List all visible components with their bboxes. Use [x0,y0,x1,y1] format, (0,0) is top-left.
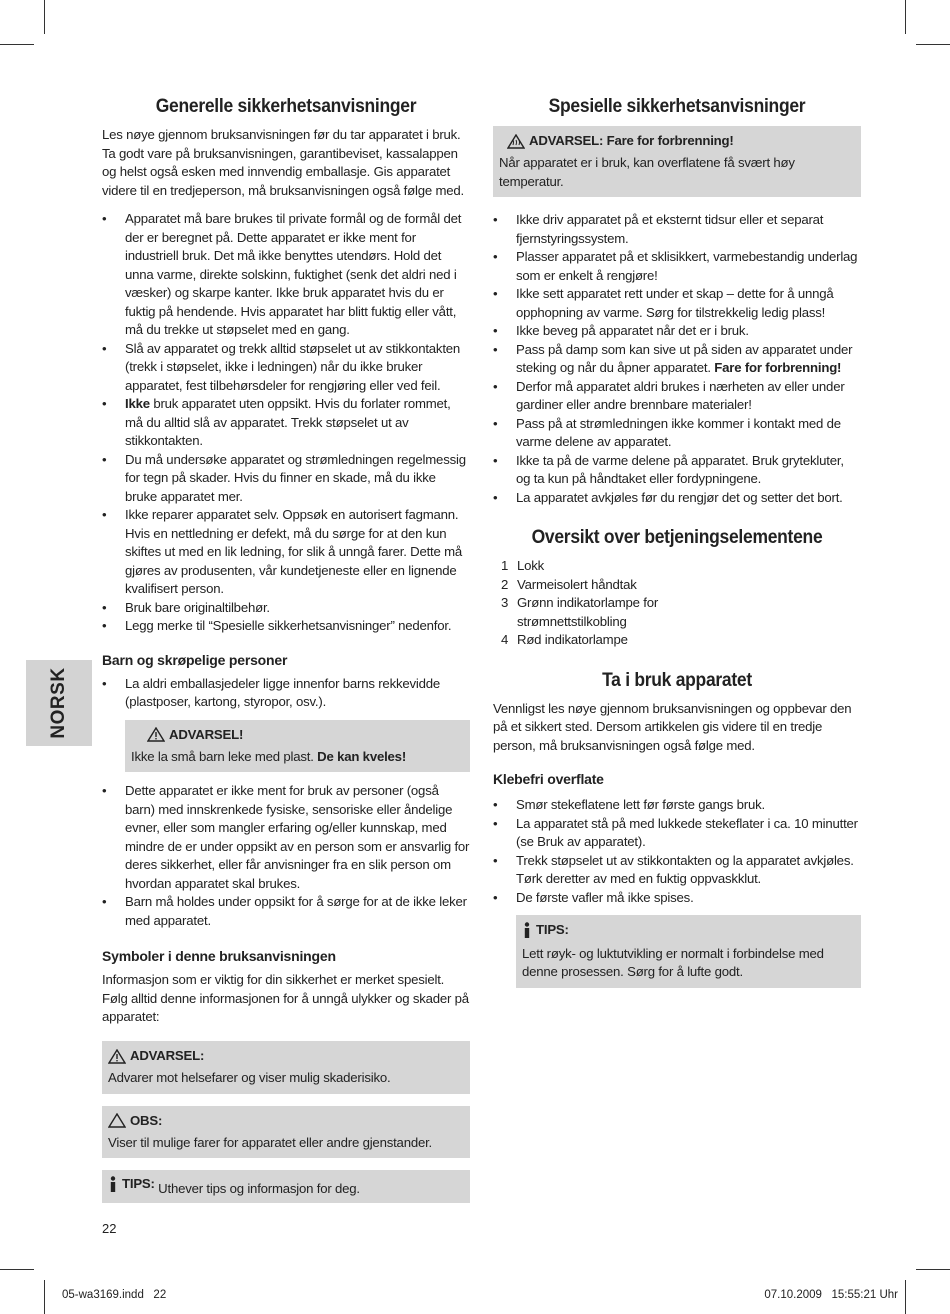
list-item: • Bruk bare originaltilbehør. [102,599,470,618]
list-item: • La aldri emballasjedeler ligge innenfor barns rekkevidde (plastposer, kartong, styropor, osv.). [102,675,470,712]
overview-list [501,557,861,650]
children-list-2 [102,782,470,930]
list-item: • Smør stekeflatene lett før første gangs bruk. [493,796,861,815]
special-safety-title: Spesielle sikkerhetsanvisninger [548,96,806,117]
symbol-warning-title-text: ADVARSEL: [130,1047,205,1063]
list-item: • Dette apparatet er ikke ment for bruk av personer (også barn) med innskrenkede fysiske, sensoriske eller åndelige evner, eller som mangler erfaring og/eller kunnskap, med mindre de er under oppsikt av en person som er ansvarlig for deres sikkerhet, eller får anvisninger fra en slik person om hvordan apparatet skal brukes. [102,782,470,893]
list-item: • Pass på at strømledningen ikke kommer i kontakt med de varme delene av apparatet. [493,415,861,452]
info-icon [522,922,532,939]
list-item [493,341,861,378]
symbol-warning-title [108,1047,204,1066]
emphasis: Ikke [125,396,150,411]
crop-mark [905,1280,906,1314]
crop-mark [0,44,34,45]
overview-item-text: Lokk [517,558,545,574]
overview-item [501,631,861,650]
symbols-heading: Symboler i denne bruksanvisningen [102,948,336,965]
symbol-tips-text: Uthever tips og informasjon for deg. [154,1181,360,1196]
list-item-text: Pass på damp som kan sive ut på siden av apparatet under steking og når du åpner apparatet. [516,341,853,376]
hot-surface-warning-icon [507,134,525,149]
crop-mark [916,44,950,45]
emphasis: Fare for forbrenning! [714,360,842,376]
overview-item-number: 2 [501,576,509,592]
footer-file-info: 05-wa3169.indd 22 [62,1289,167,1301]
warning-title-text: ADVARSEL! [169,726,244,742]
tips-box [516,915,861,987]
warning-text-bold: De kan kveles! [317,748,407,764]
nonstick-list [493,796,861,907]
list-item: • Ikke driv apparatet på et eksternt tidsur eller et separat fjernstyringssystem. [493,211,861,248]
list-item: • Trekk støpselet ut av stikkontakten og la apparatet avkjøles. Tørk deretter av med en fuktig oppvaskklut. [493,852,861,889]
crop-mark [0,1269,34,1270]
symbol-tips-box [102,1170,470,1202]
crop-mark [44,0,45,34]
nonstick-heading: Klebefri overflate [493,771,604,788]
symbol-obs-box [102,1106,470,1159]
left-column [102,96,470,1213]
list-item-text: bruk apparatet uten oppsikt. Hvis du forlater rommet, må du alltid slå av apparatet. Trekk støpselet ut av stikkontakten. [125,396,451,448]
list-item: • La apparatet avkjøles før du rengjør det og setter det bort. [493,489,861,508]
overview-item-number: 4 [501,632,509,648]
right-column [493,96,861,998]
list-item: • Slå av apparatet og trekk alltid støpselet ut av stikkontakten (trekk i støpselet, ikke i ledningen) når du ikke bruker apparatet, fest tilbehørsdeler for rengjøring eller ved feil. [102,340,470,396]
list-item: • De første vafler må ikke spises. [493,889,861,908]
burn-warning-text: Når apparatet er i bruk, kan overflatene få svært høy temperatur. [499,155,795,189]
warning-text [131,748,463,767]
warning-triangle-icon [147,727,165,742]
warning-triangle-icon [108,1049,126,1064]
children-warning-box [125,720,470,773]
language-tab [26,660,92,746]
overview-title: Oversikt over betjeningselementene [531,527,823,549]
list-item: • Apparatet må bare brukes til private formål og de formål det der er beregnet på. Dette apparatet er ikke ment for industriell bruk. Det må ikke benyttes utendørs. Hold det unna varme, direkte solskinn, fuktighet (senk det aldri ned i væsker) og skarpe kanter. Ikke bruk apparatet hvis du er fuktig på hendende. Hvis apparatet har blitt fuktig eller vått, må du trekke ut støpselet med en gang. [102,210,470,340]
crop-mark [916,1269,950,1270]
symbol-tips-title-text: TIPS: [122,1176,155,1192]
caution-triangle-icon [108,1113,126,1128]
overview-item-text: Grønn indikatorlampe for strømnettstilkobling [517,595,659,629]
symbol-warning-box [102,1041,470,1094]
list-item: • Ikke sett apparatet rett under et skap – dette for å unngå opphopning av varme. Sørg for tilstrekkelig ledig plass! [493,285,861,322]
overview-item [501,594,667,631]
symbol-obs-title [108,1112,162,1131]
info-icon [108,1176,118,1193]
symbol-tips-title [108,1175,155,1194]
crop-mark [44,1280,45,1314]
overview-item [501,576,861,595]
children-heading: Barn og skrøpelige personer [102,651,288,668]
list-item: • Legg merke til “Spesielle sikkerhetsanvisninger” nedenfor. [102,617,470,636]
language-tab-label: NORSK [48,667,69,739]
page-number: 22 [102,1221,117,1236]
warning-title [131,726,243,745]
list-item: • Ikke reparer apparatet selv. Oppsøk en autorisert fagmann. Hvis en nettledning er defekt, må du sørge for at den kun skiftes ut med en lik ledning, for slik å unngå farer. Dette må gjøres av produsenten, vår kundetjeneste eller en lignende kvalifisert person. [102,506,470,599]
symbol-obs-text: Viser til mulige farer for apparatet eller andre gjenstander. [108,1134,433,1150]
overview-item [501,557,861,576]
symbol-warning-text: Advarer mot helsefarer og viser mulig skaderisiko. [108,1070,391,1085]
list-item: • Plasser apparatet på et sklisikkert, varmebestandig underlag som er enkelt å rengjøre! [493,248,861,285]
list-item [102,395,470,451]
list-item: • Derfor må apparatet aldri brukes i nærheten av eller under gardiner eller andre brennbare materialer! [493,378,861,415]
overview-item-number: 1 [501,558,509,574]
burn-warning-box [493,126,861,197]
children-list [102,675,470,712]
tips-text: Lett røyk- og luktutvikling er normalt i forbindelse med denne prosessen. Sørg for å lufte godt. [522,945,824,979]
overview-item-text: Rød indikatorlampe [517,632,628,648]
use-intro: Vennligst les nøye gjennom bruksanvisningen og oppbevar den på et sikkert sted. Dersom artikkelen gis videre til en tredje person, må bruksanvisningen også følge med. [493,700,852,753]
burn-warning-title-text: ADVARSEL: Fare for forbrenning! [529,133,734,148]
tips-title [522,921,569,940]
crop-mark [905,0,906,34]
list-item: • Ikke beveg på apparatet når det er i bruk. [493,322,861,341]
warning-text-plain: Ikke la små barn leke med plast. [131,748,318,764]
overview-item-text: Varmeisolert håndtak [517,576,637,592]
list-item: • Ikke ta på de varme delene på apparatet. Bruk grytekluter, og ta kun på håndtaket eller fordypningene. [493,452,861,489]
list-item: • Du må undersøke apparatet og strømledningen regelmessig for tegn på skader. Hvis du finner en skade, må du ikke bruke apparatet mer. [102,451,470,507]
general-safety-intro: Les nøye gjennom bruksanvisningen før du tar apparatet i bruk. Ta godt vare på bruksanvisningen, garantibeviset, kassalappen og helst også esken med innvendig emballasje. Gis apparatet videre til en tredjeperson, må bruksanvisningen også følge med. [102,127,464,198]
list-item: • La apparatet stå på med lukkede stekeflater i ca. 10 minutter (se Bruk av apparatet). [493,815,861,852]
general-safety-list [102,210,470,636]
special-safety-list [493,211,861,507]
symbol-obs-title-text: OBS: [130,1112,163,1128]
overview-item-number: 3 [501,595,509,611]
use-title: Ta i bruk apparatet [602,669,752,691]
burn-warning-title [499,132,734,151]
footer-timestamp: 07.10.2009 15:55:21 Uhr [764,1289,898,1301]
tips-title-text: TIPS: [536,922,569,938]
symbols-intro: Informasjon som er viktig for din sikkerhet er merket spesielt. Følg alltid denne informasjonen for å unngå ulykker og skader på apparatet: [102,972,469,1025]
general-safety-title: Generelle sikkerhetsanvisninger [155,96,417,117]
list-item: • Barn må holdes under oppsikt for å sørge for at de ikke leker med apparatet. [102,893,470,930]
